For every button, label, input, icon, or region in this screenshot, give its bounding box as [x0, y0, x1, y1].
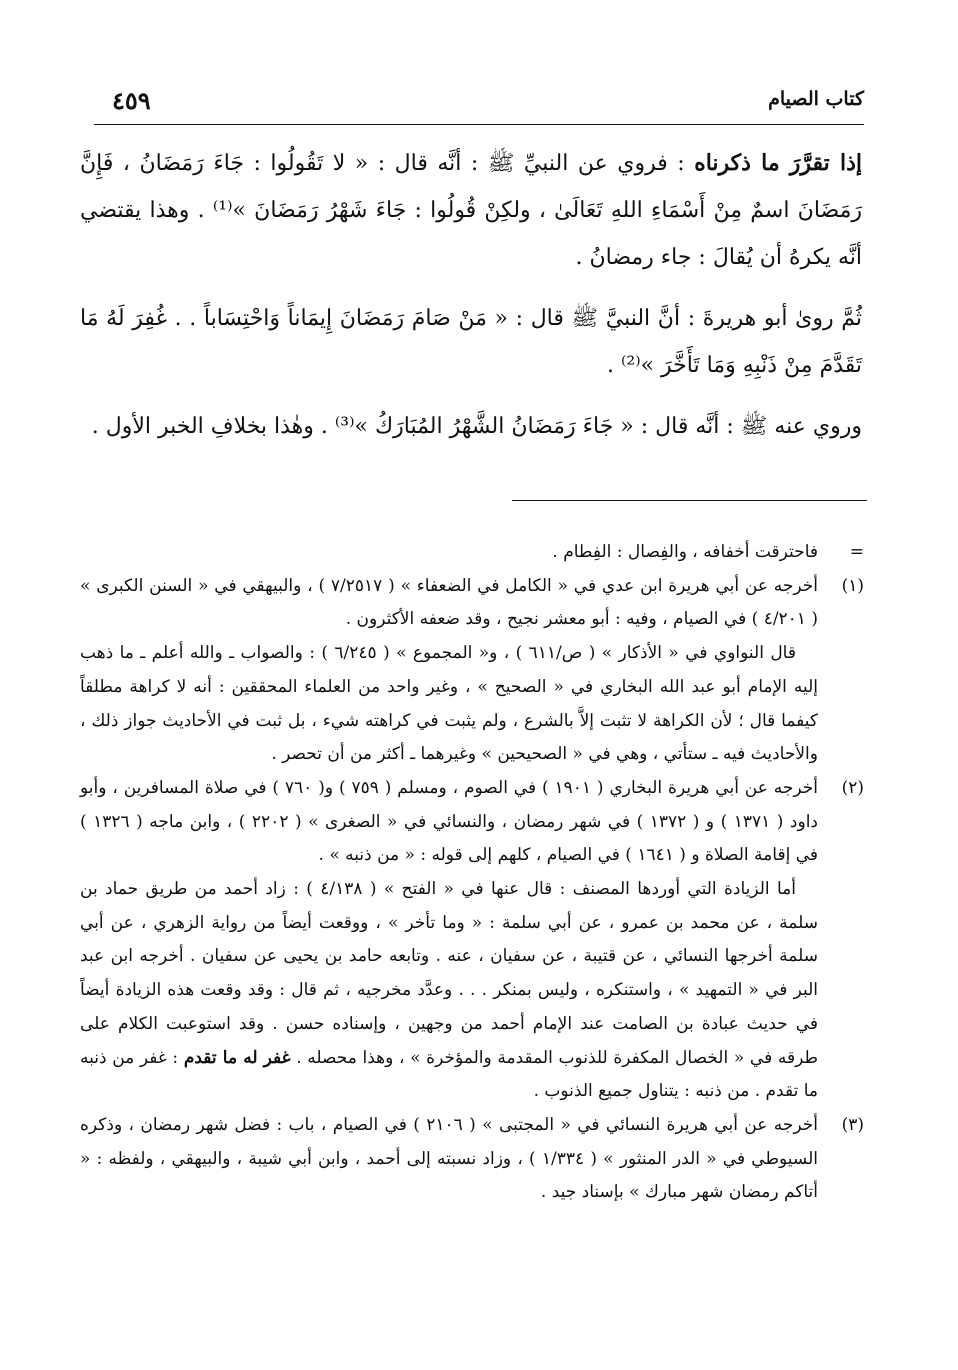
footnote-3	[80, 1109, 864, 1210]
continuation-marker: =	[849, 542, 864, 562]
paragraph-lead: إذا تقرَّرَ ما ذكرناه	[694, 150, 862, 176]
main-paragraph-2	[80, 295, 862, 389]
footnote-marker: (١)	[841, 575, 864, 596]
page-header	[94, 80, 864, 120]
footnote-separator	[512, 500, 867, 501]
footnote-text-part: : غفر من ذنبه ما تقدم . من ذنبه : يتناول جميع الذنوب .	[80, 1047, 818, 1102]
footnote-marker: (٣)	[841, 1114, 864, 1135]
footnote-continuation	[80, 536, 864, 570]
footnote-text	[80, 873, 818, 1109]
footnote-text: فاحترقت أخفافه ، والفِصال : الفِطام .	[552, 542, 818, 562]
footnote-1	[80, 570, 864, 772]
footnote-2	[80, 772, 864, 1109]
footnote-text: أخرجه عن أبي هريرة ابن عدي في « الكامل في الضعفاء » ( ٧/٢٥١٧ ) ، والبيهقي في « السنن الكبرى » ( ٤/٢٠١ ) في الصيام ، وفيه : أبو معشر نجيح ، وقد ضعفه الأكثرون .	[80, 575, 819, 630]
footnote-text: قال النواوي في « الأذكار » ( ص/٦١١ ) ، و« المجموع » ( ٦/٢٤٥ ) : والصواب ـ والله أعلم ـ ما ذهب إليه الإمام أبو عبد الله البخاري في « الصحيح » ، وغير واحد من العلماء المحققين : أنه لا كراهة مطلقاً كيفما قال ؛ لأن الكراهة لا تثبت إلاَّ بالشرع ، ولم يثبت في كراهته شيء ، بل ثبت في الأحاديث جواز ذلك ، والأحاديث فيه ـ ستأتي ، وهي في « الصحيحين » وغيرهما ـ أكثر من أن تحصر .	[80, 643, 818, 765]
paragraph-text: وروي عنه ﷺ : أنَّه قال : « جَاءَ رَمَضَانُ الشَّهْرُ المُبَارَكُ »⁽³⁾ . وهٰذا بخلافِ الخبر الأول .	[91, 414, 862, 439]
footnote-text: أخرجه عن أبي هريرة النسائي في « المجتبى » ( ٢١٠٦ ) في الصيام ، باب : فضل شهر رمضان ، وذكره السيوطي في « الدر المنثور » ( ١/٣٣٤ ) ، وزاد نسبته إلى أحمد ، وابن أبي شيبة ، والبيهقي ، ولفظه : « أتاكم رمضان شهر مبارك » بإسناد جيد .	[80, 1114, 818, 1203]
footnote-marker: (٢)	[841, 777, 864, 798]
paragraph-text: : فروي عن النبيِّ ﷺ : أنَّه قال : « لا تَقُولُوا : جَاءَ رَمَضَانُ ، فَإِنَّ رَمَضَانَ اسمٌ مِنْ أَسْمَاءِ اللهِ تَعَالَىٰ ، ولكِنْ قُولُوا : جَاءَ شَهْرُ رَمَضَانَ »⁽¹⁾ . وهذا يقتضي أنَّه يكرهُ أن يُقالَ : جاء رمضانُ .	[80, 151, 863, 270]
main-text	[80, 140, 862, 450]
header-rule	[94, 124, 864, 125]
running-title: كتاب الصيام	[768, 88, 864, 110]
page-number: ٤٥٩	[112, 86, 151, 115]
main-paragraph-1	[80, 140, 862, 281]
footnotes	[80, 536, 864, 1210]
footnote-text: أخرجه عن أبي هريرة البخاري ( ١٩٠١ ) في الصوم ، ومسلم ( ٧٥٩ ) و( ٧٦٠ ) في صلاة المسافرين ، وأبو داود ( ١٣٧١ ) و ( ١٣٧٢ ) في شهر رمضان ، والنسائي في « الصغرى » ( ٢٢٠٢ ) ، وابن ماجه ( ١٣٢٦ ) في إقامة الصلاة و ( ١٦٤١ ) في الصيام ، كلهم إلى قوله : « من ذنبه » .	[80, 777, 819, 866]
paragraph-text: ثُمَّ روىٰ أبو هريرةَ : أنَّ النبيَّ ﷺ قال : « مَنْ صَامَ رَمَضَانَ إِيمَاناً وَاحْتِسَاباً . . غُفِرَ لَهُ مَا تَقَدَّمَ مِنْ ذَنْبِهِ وَمَا تَأَخَّرَ »⁽²⁾ .	[80, 306, 862, 378]
main-paragraph-3	[80, 403, 862, 450]
footnote-text-part: أما الزيادة التي أوردها المصنف : قال عنها في « الفتح » ( ٤/١٣٨ ) : زاد أحمد من طريق حماد بن سلمة ، عن محمد بن عمرو ، عن أبي سلمة : « وما تأخر » ، ووقعت أيضاً من رواية الزهري ، عن أبي سلمة أخرجها النسائي ، عن قتيبة ، عن سفيان ، عنه . وتابعه حامد بن يحيى عن سفيان . أخرجه ابن عبد البر في « التمهيد » ، واستنكره ، وليس بمنكر . . . وعدَّد مخرجيه ، ثم قال : وقد وقعت هذه الزيادة أيضاً في حديث عبادة بن الصامت عند الإمام أحمد من وجهين ، وإسناده حسن . وقد استوعبت الكلام على طرقه في « الخصال المكفرة للذنوب المقدمة والمؤخرة » ، وهذا محصله .	[80, 879, 819, 1068]
footnote-bold-phrase: غفر له ما تقدم	[183, 1047, 291, 1068]
